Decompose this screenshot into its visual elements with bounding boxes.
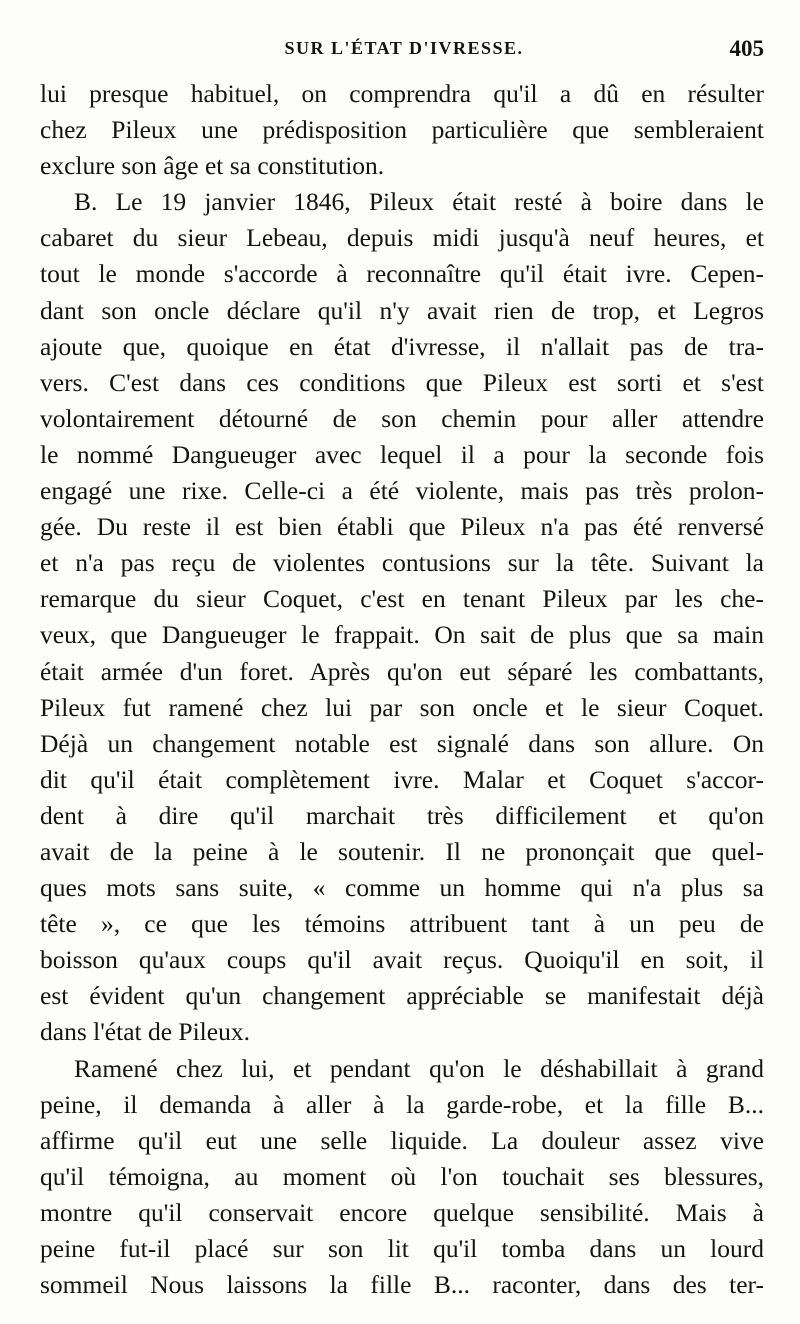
text-line: chez Pileux une prédisposition particulière que sembleraient — [40, 115, 764, 145]
text-line: avait de la peine à le soutenir. Il ne prononçait que quel- — [40, 836, 764, 866]
text-line: tête », ce que les témoins attribuent tant à un peu de — [40, 909, 764, 939]
text-line: dit qu'il était complètement ivre. Malar et Coquet s'accor- — [40, 764, 764, 794]
text-line: volontairement détourné de son chemin pour aller attendre — [40, 403, 764, 433]
text-line: dans l'état de Pileux. — [40, 1017, 250, 1047]
text-line: tout le monde s'accorde à reconnaître qu'il était ivre. Cepen- — [40, 259, 764, 289]
page-number: 405 — [729, 36, 764, 61]
text-line: dent à dire qu'il marchait très difficilement et qu'on — [40, 800, 764, 830]
text-line: gée. Du reste il est bien établi que Pileux n'a pas été renversé — [40, 512, 764, 542]
text-line: remarque du sieur Coquet, c'est en tenant Pileux par les che- — [40, 584, 764, 614]
text-line: le nommé Dangueuger avec lequel il a pour la seconde fois — [40, 439, 764, 469]
text-line: est évident qu'un changement appréciable se manifestait déjà — [40, 981, 764, 1011]
text-line: et n'a pas reçu de violentes contusions sur la tête. Suivant la — [40, 548, 764, 578]
running-title: SUR L'ÉTAT D'IVRESSE. — [284, 38, 524, 58]
text-line: montre qu'il conservait encore quelque sensibilité. Mais à — [40, 1197, 764, 1227]
text-line: peine, il demanda à aller à la garde-robe, et la fille B... — [40, 1089, 764, 1119]
text-line: veux, que Dangueuger le frappait. On sait de plus que sa main — [40, 620, 764, 650]
text-line: vers. C'est dans ces conditions que Pileux est sorti et s'est — [40, 367, 764, 397]
text-line: dant son oncle déclare qu'il n'y avait rien de trop, et Legros — [40, 295, 764, 325]
text-line: B. Le 19 janvier 1846, Pileux était resté à boire dans le — [74, 187, 764, 217]
text-line: qu'il témoigna, au moment où l'on touchait ses blessures, — [40, 1161, 764, 1191]
text-line: Pileux fut ramené chez lui par son oncle et le sieur Coquet. — [40, 692, 764, 722]
text-line: lui presque habituel, on comprendra qu'il a dû en résulter — [40, 79, 764, 108]
text-line: peine fut-il placé sur son lit qu'il tomba dans un lourd — [40, 1234, 764, 1263]
text-line: était armée d'un foret. Après qu'on eut séparé les combattants, — [40, 656, 764, 686]
text-line: Déjà un changement notable est signalé dans son allure. On — [40, 728, 764, 758]
text-line: Ramené chez lui, et pendant qu'on le déshabillait à grand — [74, 1053, 764, 1083]
text-line: affirme qu'il eut une selle liquide. La douleur assez vive — [40, 1125, 764, 1155]
body-text — [40, 76, 764, 1303]
text-line: cabaret du sieur Lebeau, depuis midi jusqu'à neuf heures, et — [40, 223, 764, 253]
page-header — [40, 38, 768, 78]
text-line: ques mots sans suite, « comme un homme qui n'a plus sa — [40, 873, 764, 903]
text-line: engagé une rixe. Celle-ci a été violente, mais pas très prolon- — [40, 476, 764, 506]
text-line: exclure son âge et sa constitution. — [40, 151, 385, 181]
text-line: ajoute que, quoique en état d'ivresse, il n'allait pas de tra- — [40, 331, 764, 361]
text-line: boisson qu'aux coups qu'il avait reçus. Quoiqu'il en soit, il — [40, 945, 764, 975]
text-line: sommeil Nous laissons la fille B... raconter, dans des ter- — [40, 1270, 764, 1300]
